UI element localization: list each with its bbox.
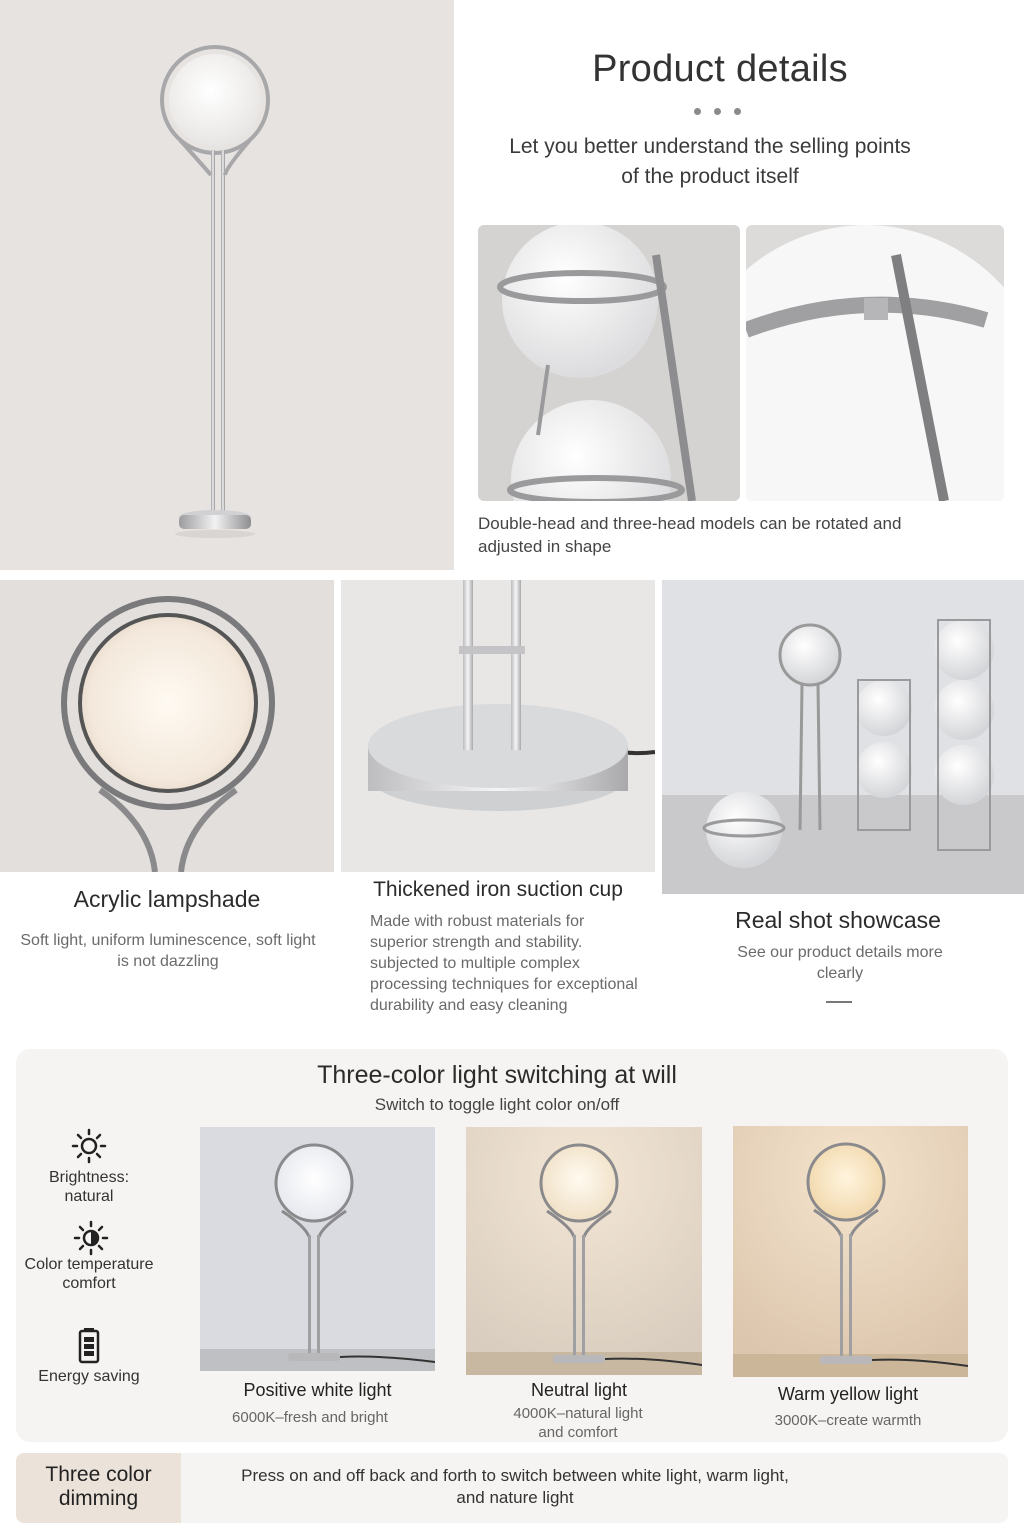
panel-title: Three-color light switching at will	[317, 1061, 677, 1089]
detail-caption: Double-head and three-head models can be rotated and adjusted in shape	[478, 514, 902, 556]
mode-desc-white: 6000K–fresh and bright	[232, 1409, 388, 1426]
hero-lamp-photo	[0, 0, 454, 570]
joint-detail-photo	[746, 225, 1004, 501]
showcase-divider	[826, 1001, 852, 1003]
acrylic-lampshade-photo	[0, 580, 334, 872]
white-light-photo	[200, 1127, 435, 1371]
mode-title-warm: Warm yellow light	[777, 1384, 919, 1404]
page-subtitle: Let you better understand the selling points of the product itself	[509, 135, 911, 188]
feature-title-showcase: Real shot showcase	[735, 907, 941, 933]
sun-icon	[69, 1126, 109, 1166]
dimming-label: Three color dimming	[16, 1453, 181, 1523]
double-head-detail-photo	[478, 225, 740, 501]
suction-cup-base-photo	[341, 580, 655, 872]
feature-title-acrylic: Acrylic lampshade	[73, 886, 261, 912]
real-shot-showcase-photo	[662, 580, 1024, 894]
half-sun-icon	[71, 1218, 111, 1258]
mode-title-neutral: Neutral light	[530, 1380, 628, 1400]
feature-title-suction-cup: Thickened iron suction cup	[373, 878, 623, 901]
attribute-color-temperature: Color temperature comfort	[24, 1256, 154, 1292]
title-dots-divider	[690, 108, 750, 116]
attribute-brightness: Brightness: natural	[48, 1169, 130, 1205]
dimming-description: Press on and off back and forth to switch between white light, warm light, and nature light	[241, 1466, 789, 1507]
mode-title-white: Positive white light	[243, 1380, 392, 1400]
feature-body-showcase: See our product details more clearly	[737, 944, 943, 982]
battery-icon	[69, 1325, 109, 1365]
page-title: Product details	[592, 48, 848, 90]
neutral-light-photo	[466, 1127, 702, 1375]
panel-subtitle: Switch to toggle light color on/off	[374, 1095, 620, 1114]
feature-body-suction-cup: Made with robust materials for superior strength and stability. subjected to multiple complex processing techniques for exceptional durability and easy cleaning	[370, 913, 638, 1014]
mode-desc-warm: 3000K–create warmth	[774, 1412, 922, 1429]
mode-desc-neutral: 4000K–natural light and comfort	[513, 1405, 643, 1441]
warm-light-photo	[733, 1126, 968, 1377]
attribute-energy-saving: Energy saving	[38, 1368, 140, 1385]
feature-body-acrylic: Soft light, uniform luminescence, soft light is not dazzling	[20, 932, 316, 970]
